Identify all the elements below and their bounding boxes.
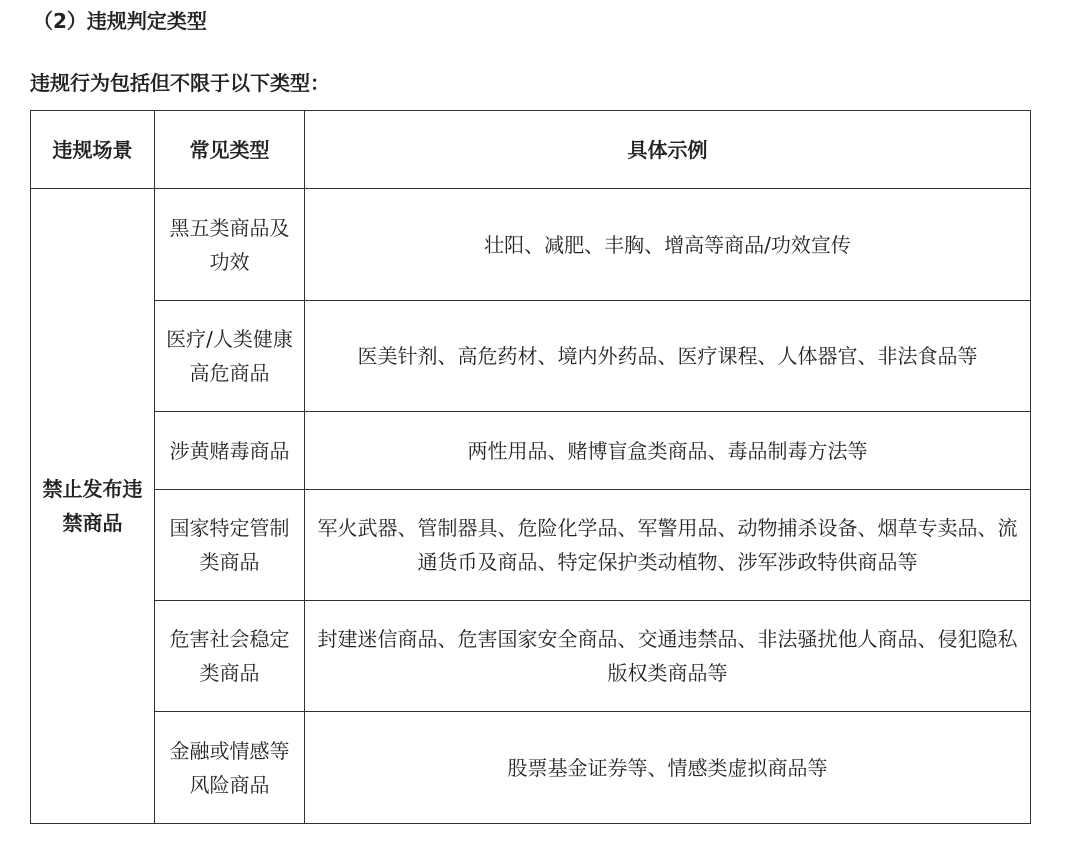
header-type: 常见类型 [155,111,305,189]
type-cell: 危害社会稳定类商品 [155,601,305,712]
example-cell: 医美针剂、高危药材、境内外药品、医疗课程、人体器官、非法食品等 [305,301,1031,412]
header-example: 具体示例 [305,111,1031,189]
example-cell: 封建迷信商品、危害国家安全商品、交通违禁品、非法骚扰他人商品、侵犯隐私版权类商品等 [305,601,1031,712]
type-cell: 国家特定管制类商品 [155,490,305,601]
type-cell: 黑五类商品及功效 [155,189,305,301]
table-row [31,412,1031,490]
table-row [31,189,1031,301]
table-row [31,490,1031,601]
type-cell: 涉黄赌毒商品 [155,412,305,490]
section-heading: （2）违规判定类型 [33,9,207,33]
table-row [31,301,1031,412]
type-cell: 医疗/人类健康高危商品 [155,301,305,412]
header-scene: 违规场景 [31,111,155,189]
example-cell: 壮阳、减肥、丰胸、增高等商品/功效宣传 [305,189,1031,301]
table-row [31,712,1031,824]
table-header-row [31,111,1031,189]
scene-cell: 禁止发布违禁商品 [31,189,155,824]
example-cell: 股票基金证券等、情感类虚拟商品等 [305,712,1031,824]
section-intro: 违规行为包括但不限于以下类型： [30,71,330,95]
table-row [31,601,1031,712]
example-cell: 军火武器、管制器具、危险化学品、军警用品、动物捕杀设备、烟草专卖品、流通货币及商品、特定保护类动植物、涉军涉政特供商品等 [305,490,1031,601]
violation-table [30,110,1031,824]
type-cell: 金融或情感等风险商品 [155,712,305,824]
example-cell: 两性用品、赌博盲盒类商品、毒品制毒方法等 [305,412,1031,490]
